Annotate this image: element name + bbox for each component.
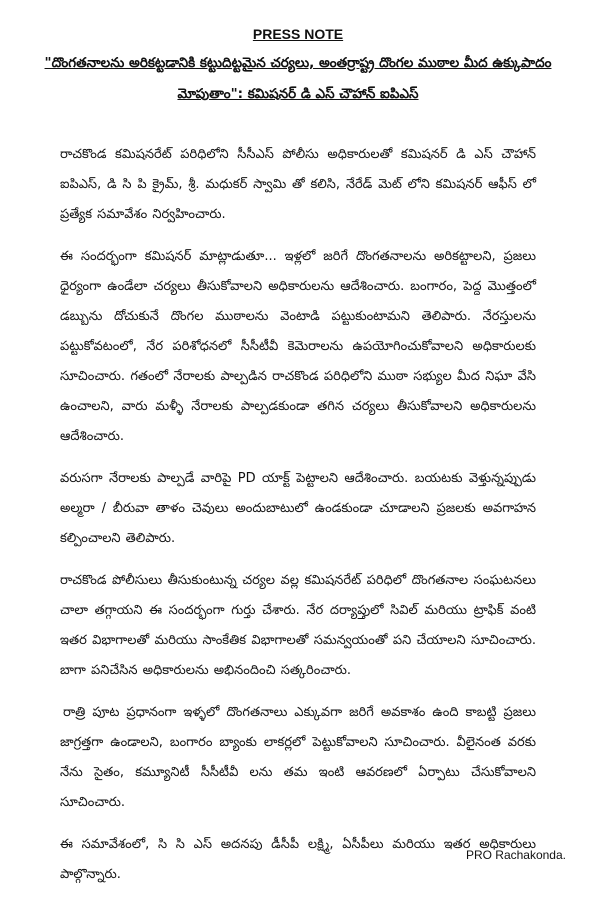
- paragraph-6: ఈ సమావేశంలో, సి సి ఎస్ అదనపు డీసీపీ లక్ష్మి, ఏసీపీలు మరియు ఇతర అధికారులు పాల్గొన్నారు.: [60, 837, 536, 882]
- paragraph-4: రాచకొండ పోలీసులు తీసుకుంటున్న చర్యల వల్ల కమిషనరేట్ పరిధిలో దొంగతనాల సంఘటనలు చాలా తగ్గాయని ఈ సందర్భంగా గుర్తు చేశారు. నేర దర్యాప్తులో సివిల్ మరియు ట్రాఫిక్ వంటి ఇతర విభాగాలతో మరియు సాంకేతిక విభాగాలతో సమన్వయంతో పని చేయాలని సూచించారు. బాగా పనిచేసిన అధికారులను అభినందించి సత్కరించారు.: [60, 573, 536, 678]
- paragraph-1: రాచకొండ కమిషనరేట్ పరిధిలోని సీసీఎస్ పోలీసు అధికారులతో కమిషనర్ డి ఎస్ చౌహాన్ ఐపిఎస్, డి సి పి క్రైమ్, శ్రీ. మధుకర్ స్వామి తో కలిసి, నేరేడ్ మెట్ లోని కమిషనర్ ఆఫీస్ లో ప్రత్యేక సమావేశం నిర్వహించారు.: [60, 147, 536, 222]
- paragraph-3: వరుసగా నేరాలకు పాల్పడే వారిపై PD యాక్ట్ పెట్టాలని ఆదేశించారు. బయటకు వెళ్తున్నప్పుడు అల్మరా / బీరువా తాళం చెవులు అందుబాటులో ఉండకుండా చూడాలని ప్రజలకు అవగాహన కల్పించాలని తెలిపారు.: [60, 471, 536, 546]
- paragraph-5: రాత్రి పూట ప్రధానంగా ఇళ్ళలో దొంగతనాలు ఎక్కువగా జరిగే అవకాశం ఉంది కాబట్టి ప్రజలు జాగ్రత్తగా ఉండాలని, బంగారం బ్యాంకు లాకర్లలో పెట్టుకోవాలని సూచించారు. వీలైనంత వరకు నేను సైతం, కమ్యూనిటీ సీసీటీవీ లను తమ ఇంటి ఆవరణలో ఏర్పాటు చేసుకోవాలని సూచించారు.: [60, 705, 536, 810]
- paragraph-2: ఈ సందర్భంగా కమిషనర్ మాట్లాడుతూ... ఇళ్లలో జరిగే దొంగతనాలను అరికట్టాలని, ప్రజలు ధైర్యంగా ఉండేలా చర్యలు తీసుకోవాలని అధికారులను ఆదేశించారు. బంగారం, పెద్ద మొత్తంలో డబ్బును దోచుకునే దొంగల ముఠాలను వెంటాడి పట్టుకుంటామని తెలిపారు. నేరస్తులను పట్టుకోవటంలో, నేర పరిశోధనలో సీసీటీవీ కెమెరాలను ఉపయోగించుకోవాలని అధికారులకు సూచించారు. గతంలో నేరాలకు పాల్పడిన రాచకొండ పరిధిలోని ముఠా సభ్యుల మీద నిఘా వేసి ఉంచాలని, వారు మళ్ళీ నేరాలకు పాల్పడకుండా తగిన చర్యలు తీసుకోవాలని అధికారులను ఆదేశించారు.: [60, 249, 536, 444]
- document-heading: PRESS NOTE: [252, 26, 344, 42]
- signature: PRO Rachakonda.: [465, 848, 566, 862]
- document-subheading: "దొంగతనాలను అరికట్టడానికి కట్టుదిట్టమైన చర్యలు, అంతర్రాష్ట్ర దొంగల ముఠాల మీద ఉక్కుపాదం మోపుతాం": కమిషనర్ డి ఎస్ చౌహాన్ ఐపిఎస్: [44, 55, 552, 102]
